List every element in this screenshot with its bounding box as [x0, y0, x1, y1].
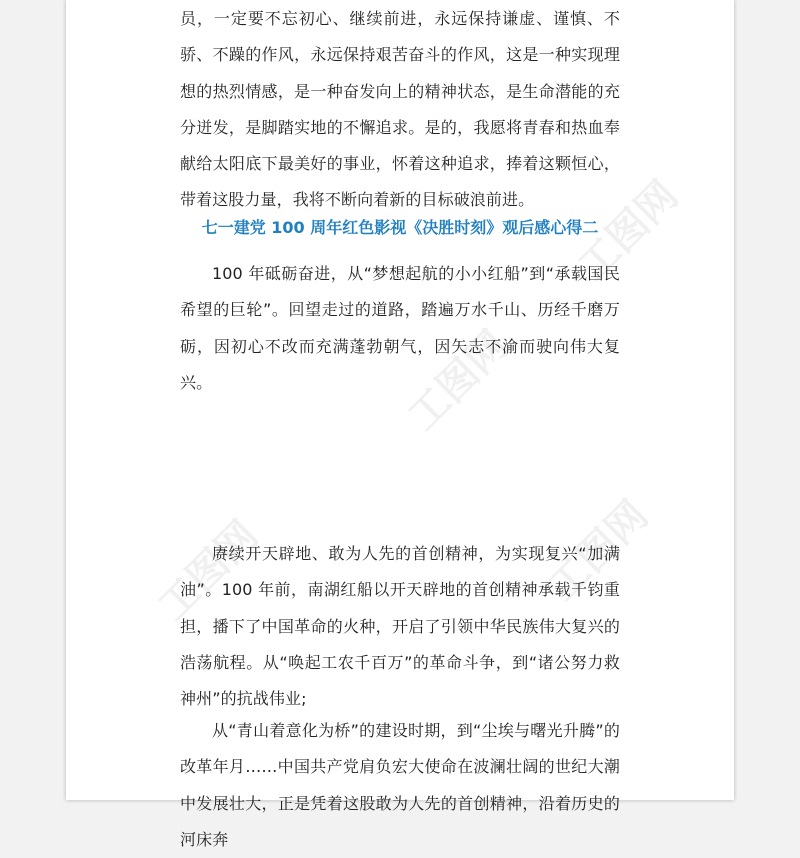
- watermark: 工图网: [539, 492, 658, 610]
- paragraph: 100 年砥砺奋进，从“梦想起航的小小红船”到“承载国民希望的巨轮”。回望走过的道路，踏遍万水千山、历经千磨万砺，因初心不改而充满蓬勃朝气，因矢志不渝而驶向伟大复兴。: [180, 264, 620, 392]
- watermark: 工图网: [149, 512, 268, 630]
- paragraph: 从“青山着意化为桥”的建设时期，到“尘埃与曙光升腾”的改革年月……中国共产党肩负宏大使命在波澜壮阔的世纪大潮中发展壮大，正是凭着这股敢为人先的首创精神，沿着历史的河床奔: [180, 721, 620, 849]
- watermark: 工图网: [399, 322, 518, 440]
- document-page: [66, 0, 734, 849]
- paragraph-continued: 员，一定要不忘初心、继续前进，永远保持谦虚、谨慎、不骄、不躁的作风，永远保持艰苦奋斗的作风，这是一种实现理想的热烈情感，是一种奋发向上的精神状态，是生命潜能的充分迸发，是脚踏实地的不懈追求。是的，我愿将青春和热血奉献给太阳底下最美好的事业，怀着这种追求，捧着这颗恒心，带着这股力量，我将不断向着新的目标破浪前进。: [180, 9, 620, 210]
- paragraph: 赓续开天辟地、敢为人先的首创精神，为实现复兴“加满油”。100 年前，南湖红船以开天辟地的首创精神承载千钧重担，播下了中国革命的火种，开启了引领中华民族伟大复兴的浩荡航程。从“唤起工农千百万”的革命斗争，到“诸公努力救神州”的抗战伟业;: [180, 544, 620, 709]
- section-heading: 七一建党 100 周年红色影视《决胜时刻》观后感心得二: [201, 218, 599, 237]
- watermark: 工图网: [569, 172, 688, 290]
